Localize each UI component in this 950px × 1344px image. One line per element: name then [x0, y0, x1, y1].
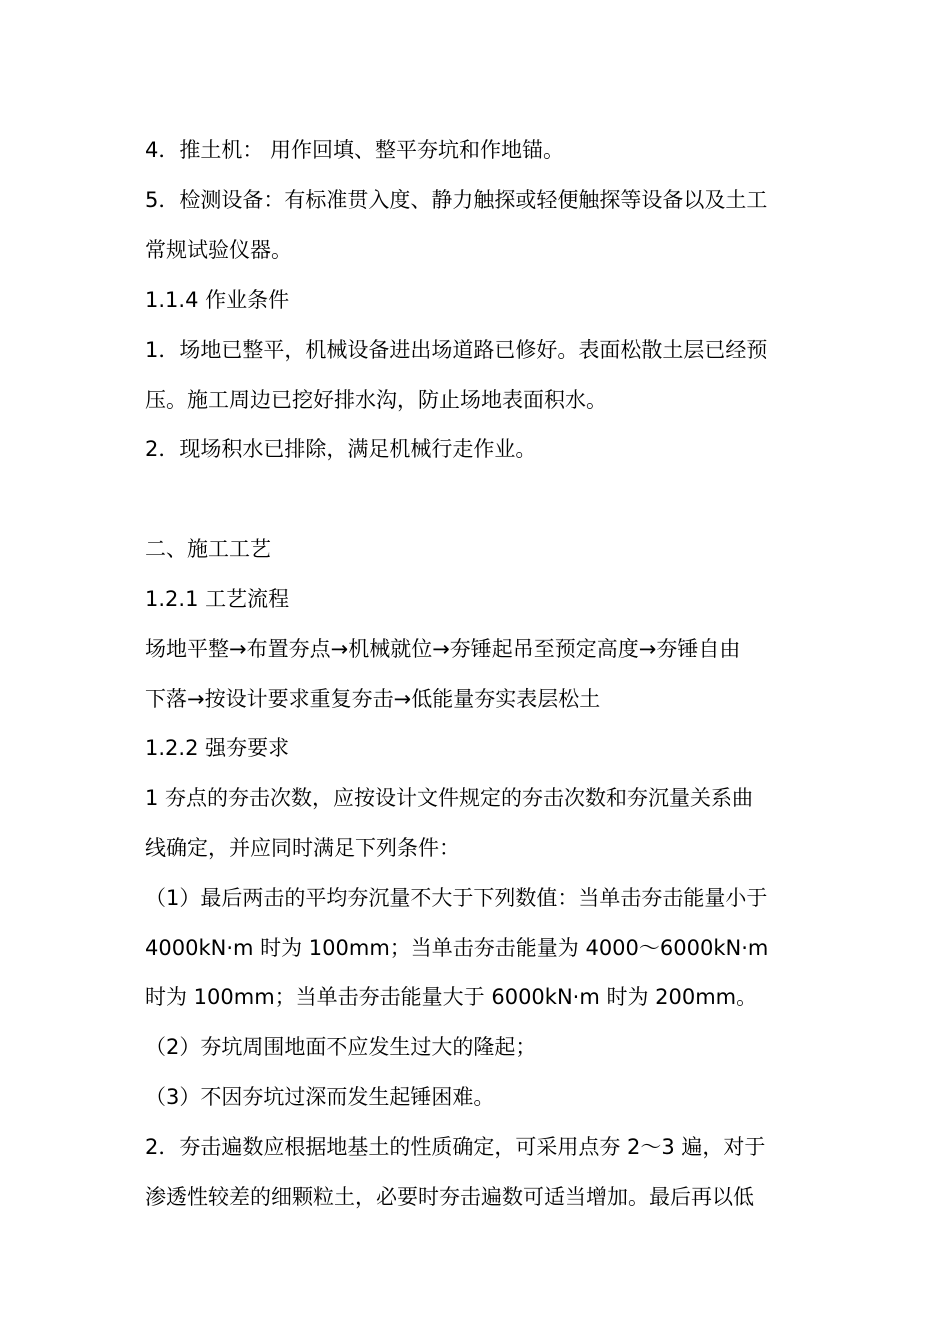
text-line-process-flow-cont: 下落→按设计要求重复夯击→低能量夯实表层松土 [145, 687, 601, 711]
text-line-tamping-passes: 2．夯击遍数应根据地基土的性质确定，可采用点夯 2～3 遍，对于 [145, 1135, 766, 1159]
text-line-process-flow: 场地平整→布置夯点→机械就位→夯锤起吊至预定高度→夯锤自由 [145, 637, 741, 661]
text-line-condition-1-cont2: 时为 100mm；当单击夯击能量大于 6000kN·m 时为 200mm。 [145, 985, 758, 1009]
text-line-water-removed: 2．现场积水已排除，满足机械行走作业。 [145, 437, 537, 461]
text-line-bulldozer: 4．推土机： 用作回填、整平夯坑和作地锚。 [145, 138, 565, 162]
text-line-testing-equipment-cont: 常规试验仪器。 [145, 238, 292, 262]
text-line-condition-2: （2）夯坑周围地面不应发生过大的隆起； [145, 1035, 537, 1059]
text-line-site-leveled-cont: 压。施工周边已挖好排水沟，防止场地表面积水。 [145, 388, 607, 412]
text-line-condition-3: （3）不因夯坑过深而发生起锤困难。 [145, 1085, 495, 1109]
text-line-testing-equipment: 5．检测设备：有标准贯入度、静力触探或轻便触探等设备以及土工 [145, 188, 768, 212]
section-heading-construction-process: 二、施工工艺 [145, 537, 271, 561]
text-line-site-leveled: 1．场地已整平，机械设备进出场道路已修好。表面松散土层已经预 [145, 338, 768, 362]
text-line-condition-1-cont: 4000kN·m 时为 100mm；当单击夯击能量为 4000～6000kN·m [145, 936, 769, 960]
text-line-tamping-count: 1 夯点的夯击次数，应按设计文件规定的夯击次数和夯沉量关系曲 [145, 786, 754, 810]
section-heading-work-conditions: 1.1.4 作业条件 [145, 288, 290, 312]
section-heading-process-flow: 1.2.1 工艺流程 [145, 587, 290, 611]
text-line-tamping-passes-cont: 渗透性较差的细颗粒土，必要时夯击遍数可适当增加。最后再以低 [145, 1185, 754, 1209]
text-line-condition-1: （1）最后两击的平均夯沉量不大于下列数值：当单击夯击能量小于 [145, 886, 768, 910]
section-heading-compaction-requirements: 1.2.2 强夯要求 [145, 736, 290, 760]
text-line-tamping-count-cont: 线确定，并应同时满足下列条件： [145, 836, 460, 860]
